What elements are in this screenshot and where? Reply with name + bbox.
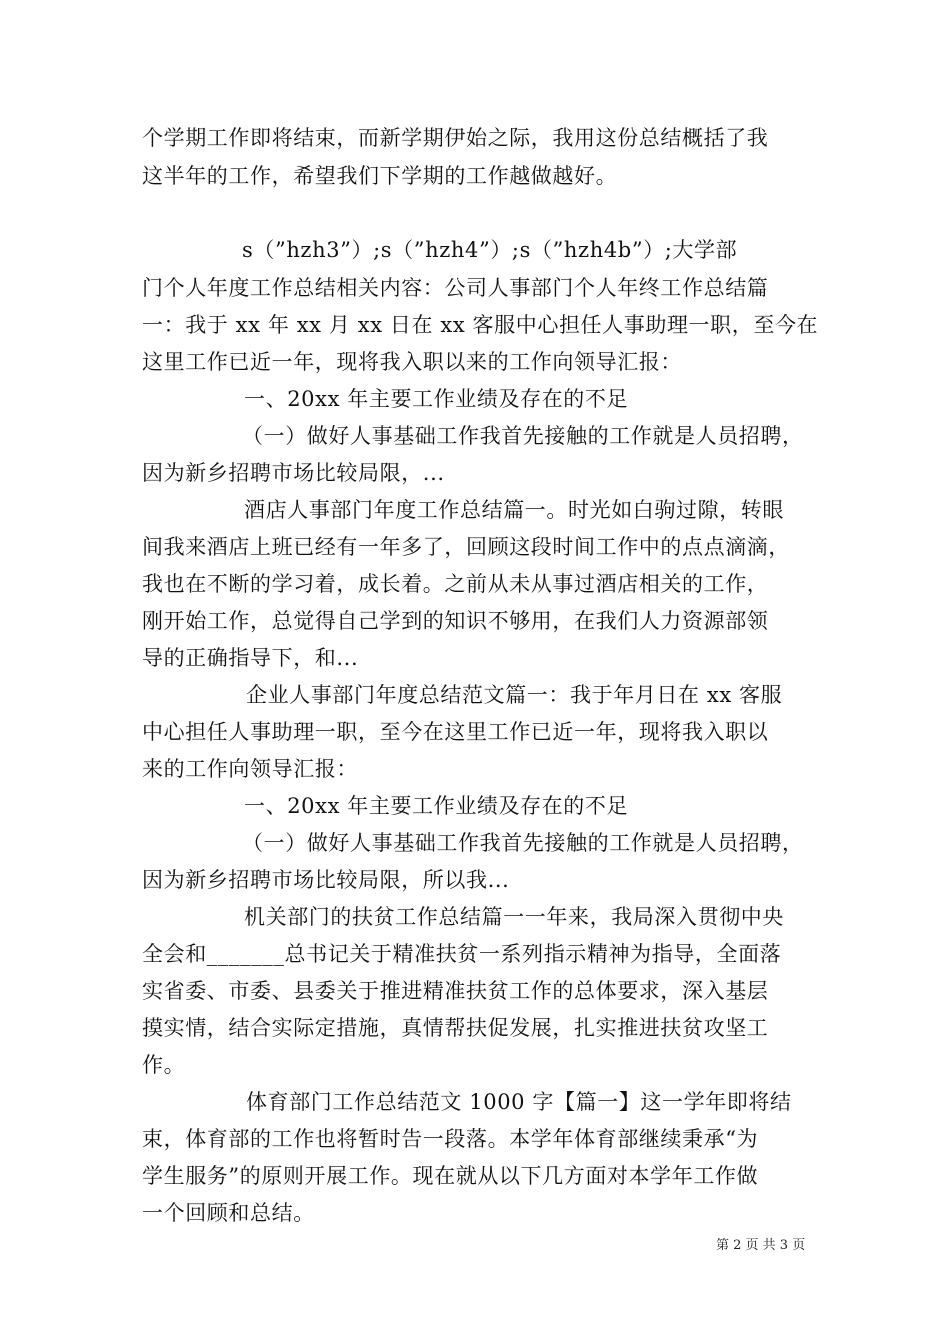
text-line: 体育部门工作总结范文 1000 字【篇一】这一学年即将结 [246, 1090, 792, 1114]
text-line: s（”hzh3”）;s（”hzh4”）;s（”hzh4b”）;大学部 [242, 238, 738, 262]
text-line: 刚开始工作，总觉得自己学到的知识不够用，在我们人力资源部领 [142, 609, 769, 633]
text-line: （一）做好人事基础工作我首先接触的工作就是人员招聘， [242, 831, 804, 855]
text-line: 一：我于 xx 年 xx 月 xx 日在 xx 客服中心担任人事助理一职，至今在 [142, 313, 819, 337]
text-line: 作。 [142, 1053, 186, 1077]
text-line: 导的正确指导下，和... [142, 646, 359, 670]
text-line: 我也在不断的学习着，成长着。之前从未从事过酒店相关的工作， [142, 572, 769, 596]
text-line: 全会和_______总书记关于精准扶贫一系列指示精神为指导，全面落 [142, 942, 782, 966]
text-line: 实省委、市委、县委关于推进精准扶贫工作的总体要求，深入基层 [142, 979, 769, 1003]
text-line: 个学期工作即将结束，而新学期伊始之际，我用这份总结概括了我 [142, 126, 769, 150]
text-line: 这半年的工作，希望我们下学期的工作越做越好。 [142, 164, 618, 188]
text-line: 一、20xx 年主要工作业绩及存在的不足 [244, 794, 629, 818]
page-number-footer: 第 2 页 共 3 页 [716, 1238, 806, 1253]
text-line: （一）做好人事基础工作我首先接触的工作就是人员招聘， [242, 424, 804, 448]
text-line: 中心担任人事助理一职，至今在这里工作已近一年，现将我入职以 [142, 720, 769, 744]
text-line: 间我来酒店上班已经有一年多了，回顾这段时间工作中的点点滴滴， [142, 535, 790, 559]
text-line: 机关部门的扶贫工作总结篇一一年来，我局深入贯彻中央 [244, 905, 784, 929]
text-line: 门个人年度工作总结相关内容：公司人事部门个人年终工作总结篇 [142, 276, 769, 300]
text-line: 一个回顾和总结。 [142, 1201, 315, 1225]
text-line: 企业人事部门年度总结范文篇一：我于年月日在 xx 客服 [246, 683, 783, 707]
text-line: 束，体育部的工作也将暂时告一段落。本学年体育部继续秉承“为 [142, 1127, 759, 1151]
text-line: 这里工作已近一年，现将我入职以来的工作向领导汇报： [142, 350, 682, 374]
text-line: 摸实情，结合实际定措施，真情帮扶促发展，扎实推进扶贫攻坚工 [142, 1016, 769, 1040]
text-line: 来的工作向领导汇报： [142, 757, 358, 781]
text-line: 酒店人事部门年度工作总结篇一。时光如白驹过隙，转眼 [244, 498, 784, 522]
text-line: 学生服务”的原则开展工作。现在就从以下几方面对本学年工作做 [142, 1164, 759, 1188]
text-line: 因为新乡招聘市场比较局限，所以我... [142, 868, 510, 892]
text-line: 一、20xx 年主要工作业绩及存在的不足 [244, 387, 629, 411]
text-line: 因为新乡招聘市场比较局限，... [142, 461, 445, 485]
